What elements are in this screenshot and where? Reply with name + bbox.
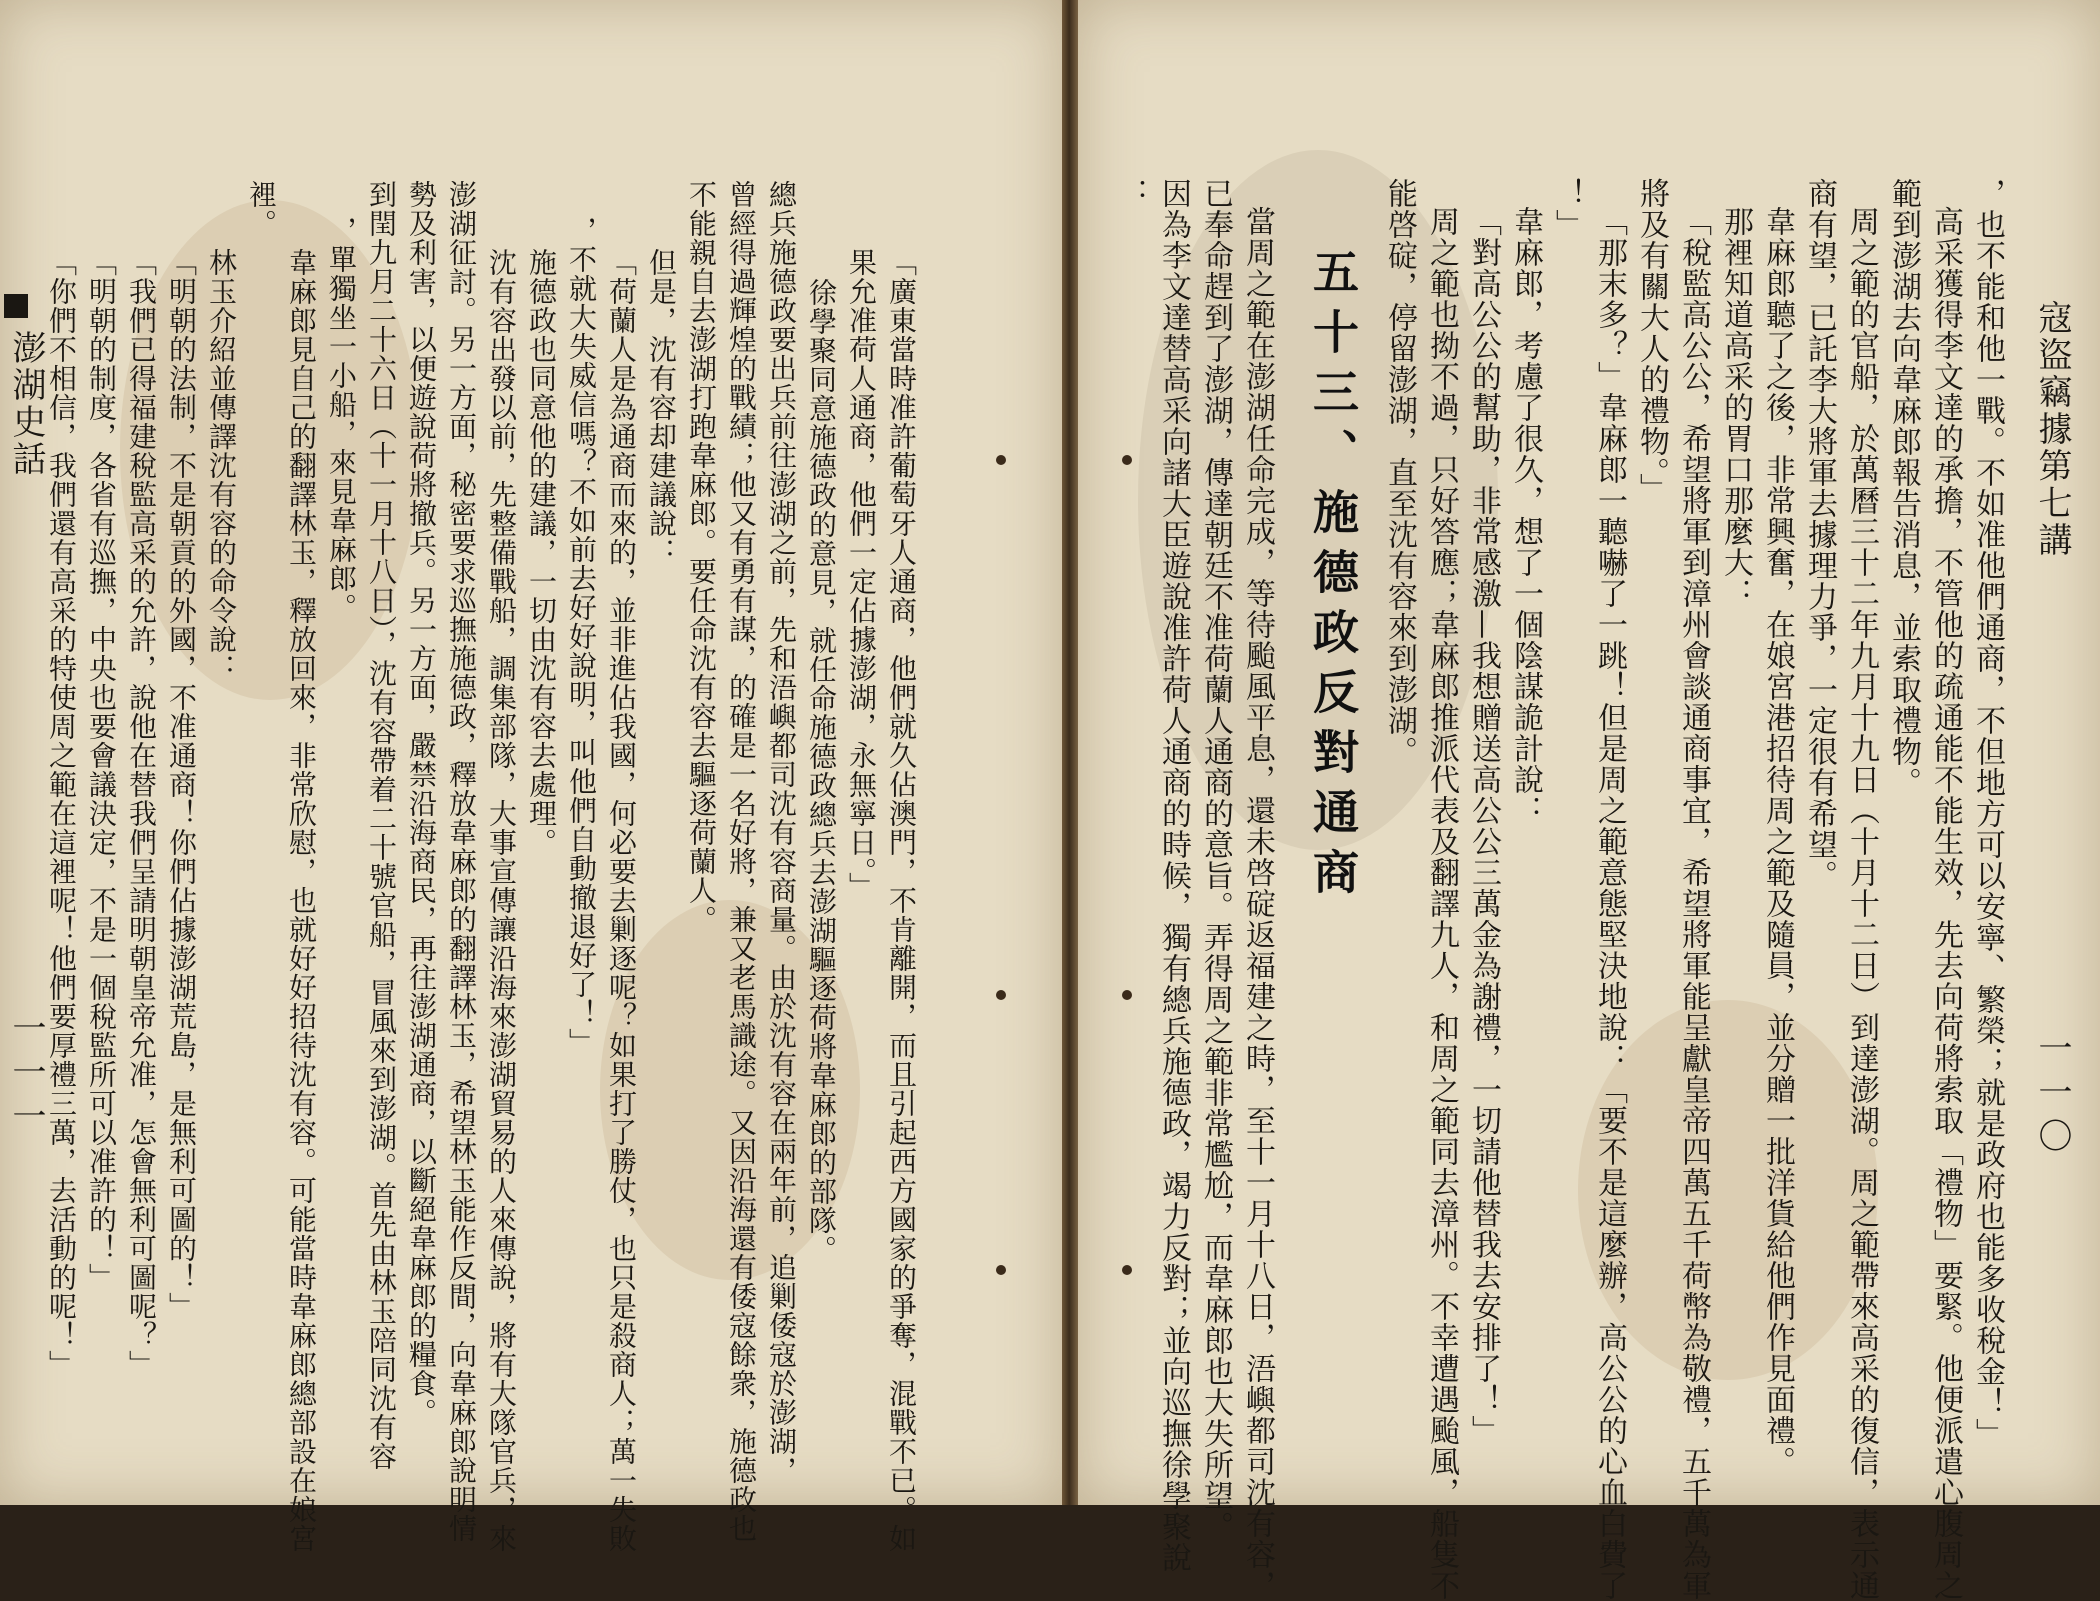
right-para-3: 範到澎湖去向韋麻郎報告消息，並索取禮物。	[1886, 178, 1921, 798]
right-para-6: 韋麻郎聽了之後，非常興奮，在娘宮港招待周之範及隨員，並分贈一批洋貨給他們作見面禮。	[1760, 206, 1795, 1477]
left-para-5: 曾經得過輝煌的戰績；他又有勇有謀，的確是一名好將，兼又老馬識途。又因沿海還有倭寇餘衆，施德政也	[725, 180, 758, 1543]
binding-hole	[1122, 455, 1132, 465]
right-para-1: ，也不能和他一戰。不如准他們通商，不但地方可以安寧、繁榮；就是政府也能多收稅金！」	[1970, 178, 2005, 1449]
page-number-left: 一一一	[6, 1010, 46, 1142]
section-mark-icon	[4, 294, 28, 318]
section-heading: 五十三、施德政反對通商	[1306, 248, 1360, 908]
running-title-left: 澎湖史話	[6, 330, 46, 478]
page-number-right: 一一〇	[2032, 1030, 2072, 1162]
left-page	[0, 0, 1062, 1553]
left-para-4: 總兵施德政要出兵前往澎湖之前，先和浯嶼都司沈有容商量。由於沈有容在兩年前，追剿倭寇於澎湖，	[765, 180, 798, 1485]
left-para-6: 不能親自去澎湖打跑韋麻郎。要任命沈有容去驅逐荷蘭人。	[685, 180, 718, 934]
right-para-15: 能啓碇，停留澎湖，直至沈有容來到澎湖。	[1382, 178, 1417, 767]
left-para-1: 「廣東當時准許葡萄牙人通商，他們就久佔澳門，不肯離開，而且引起西方國家的爭奪，混戰不已。如	[885, 248, 918, 1553]
left-para-12: 澎湖征討。另一方面，秘密要求巡撫施德政，釋放韋麻郎的翻譯林玉，希望林玉能作反間，向韋麻郎說明情	[445, 180, 478, 1543]
right-para-13: 「對高公公的幫助，非常感激—我想贈送高公公三萬金為謝禮，一切請他替我去安排了！」	[1466, 206, 1501, 1446]
binding-hole	[996, 455, 1006, 465]
left-para-7: 但是，沈有容却建議說：	[645, 248, 678, 567]
right-para-2: 高采獲得李文達的承擔，不管他的疏通能不能生效，先去向荷將索取「禮物」要緊。他便派遣心腹周之	[1928, 206, 1963, 1601]
right-para-17: 已奉命趕到了澎湖，傳達朝廷不准荷蘭人通商的意旨。弄得周之範非常尷尬，而韋麻郎也大失所望。	[1198, 178, 1233, 1542]
right-para-12: 韋麻郎，考慮了很久，想了一個陰謀詭計說：	[1508, 206, 1543, 826]
right-para-9: 將及有關大人的禮物。」	[1634, 178, 1669, 504]
right-para-7: 那裡知道高采的胃口那麼大：	[1718, 206, 1753, 609]
book-gutter	[1062, 0, 1078, 1505]
binding-hole	[996, 1265, 1006, 1275]
right-para-18: 因為李文達替高采向諸大臣遊說准許荷人通商的時候，獨有總兵施德政，竭力反對；並向巡撫徐學聚說	[1156, 178, 1191, 1573]
left-para-16: 韋麻郎見自己的翻譯林玉，釋放回來，非常欣慰，也就好好招待沈有容。可能當時韋麻郎總部設在娘宮	[285, 248, 318, 1553]
right-para-8: 「稅監高公公，希望將軍到漳州會談通商事宜，希望將軍能呈獻皇帝四萬五千荷幣為敬禮，五千萬為軍	[1676, 206, 1711, 1601]
binding-hole	[1122, 990, 1132, 1000]
binding-hole	[1122, 1265, 1132, 1275]
right-para-14: 周之範也拗不過，只好答應；韋麻郎推派代表及翻譯九人，和周之範同去漳州。不幸遭遇颱風，船隻不	[1424, 206, 1459, 1601]
left-para-18: 林玉介紹並傳譯沈有容的命令說：	[205, 248, 238, 683]
left-para-11: 沈有容出發以前，先整備戰船，調集部隊，大事宣傳讓沿海來澎湖貿易的人來傳說，將有大隊官兵，來	[485, 248, 518, 1553]
left-para-20: 「我們已得福建稅監高采的允許，說他在替我們呈請明朝皇帝允准，怎會無利可圖呢？」	[125, 248, 158, 1379]
right-para-11: ！」	[1550, 178, 1585, 240]
running-title-right: 寇盜竊據第七講	[2032, 300, 2072, 559]
left-para-15: ，單獨坐一小船，來見韋麻郎。	[325, 216, 358, 622]
right-para-10: 「那末多？」韋麻郎一聽嚇了一跳！但是周之範意態堅決地說：「要不是這麼辦，高公公的心血白費了	[1592, 206, 1627, 1601]
right-para-5: 商有望，已託李大將軍去據理力爭，一定很有希望。	[1802, 178, 1837, 891]
left-para-19: 「明朝的法制，不是朝貢的外國，不准通商！你們佔據澎湖荒島，是無利可圖的！」	[165, 248, 198, 1321]
left-para-8: 「荷蘭人是為通商而來的，並非進佔我國，何必要去剿逐呢？如果打了勝仗，也只是殺商人；萬一失敗	[605, 248, 638, 1553]
binding-hole	[996, 990, 1006, 1000]
left-para-14: 到閏九月二十六日（十一月十八日），沈有容帶着二十號官船，冒風來到澎湖。首先由林玉陪同沈有容	[365, 180, 398, 1471]
left-para-13: 勢及利害，以便遊說荷將撤兵。另一方面，嚴禁沿海商民，再往澎湖通商，以斷絕韋麻郎的糧食。	[405, 180, 438, 1427]
left-para-3: 徐學聚同意施德政的意見，就任命施德政總兵去澎湖驅逐荷將韋麻郎的部隊。	[805, 278, 838, 1264]
left-para-22: 「你們不相信，我們還有高采的特使周之範在這裡呢！他們要厚禮三萬，去活動的呢！」	[45, 248, 78, 1379]
right-page	[1078, 0, 2100, 1601]
left-para-10: 施德政也同意他的建議，一切由沈有容去處理。	[525, 248, 558, 857]
left-para-21: 「明朝的制度，各省有巡撫，中央也要會議決定，不是一個稅監所可以准許的！」	[85, 248, 118, 1292]
left-para-9: ，不就大失威信嗎？不如前去好好說明，叫他們自動撤退好了！」	[565, 216, 598, 1057]
left-para-17: 裡。	[245, 180, 278, 238]
left-para-2: 果允准荷人通商，他們一定佔據澎湖，永無寧日。」	[845, 248, 878, 901]
right-para-4: 周之範的官船，於萬曆三十二年九月十九日（十月十二日）到達澎湖。周之範帶來高采的復信，表示通	[1844, 206, 1879, 1601]
right-para-16: 當周之範在澎湖任命完成，等待颱風平息，還未啓碇返福建之時，至十一月十八日，浯嶼都司沈有容，	[1240, 206, 1275, 1601]
right-para-19: ：	[1114, 178, 1149, 209]
